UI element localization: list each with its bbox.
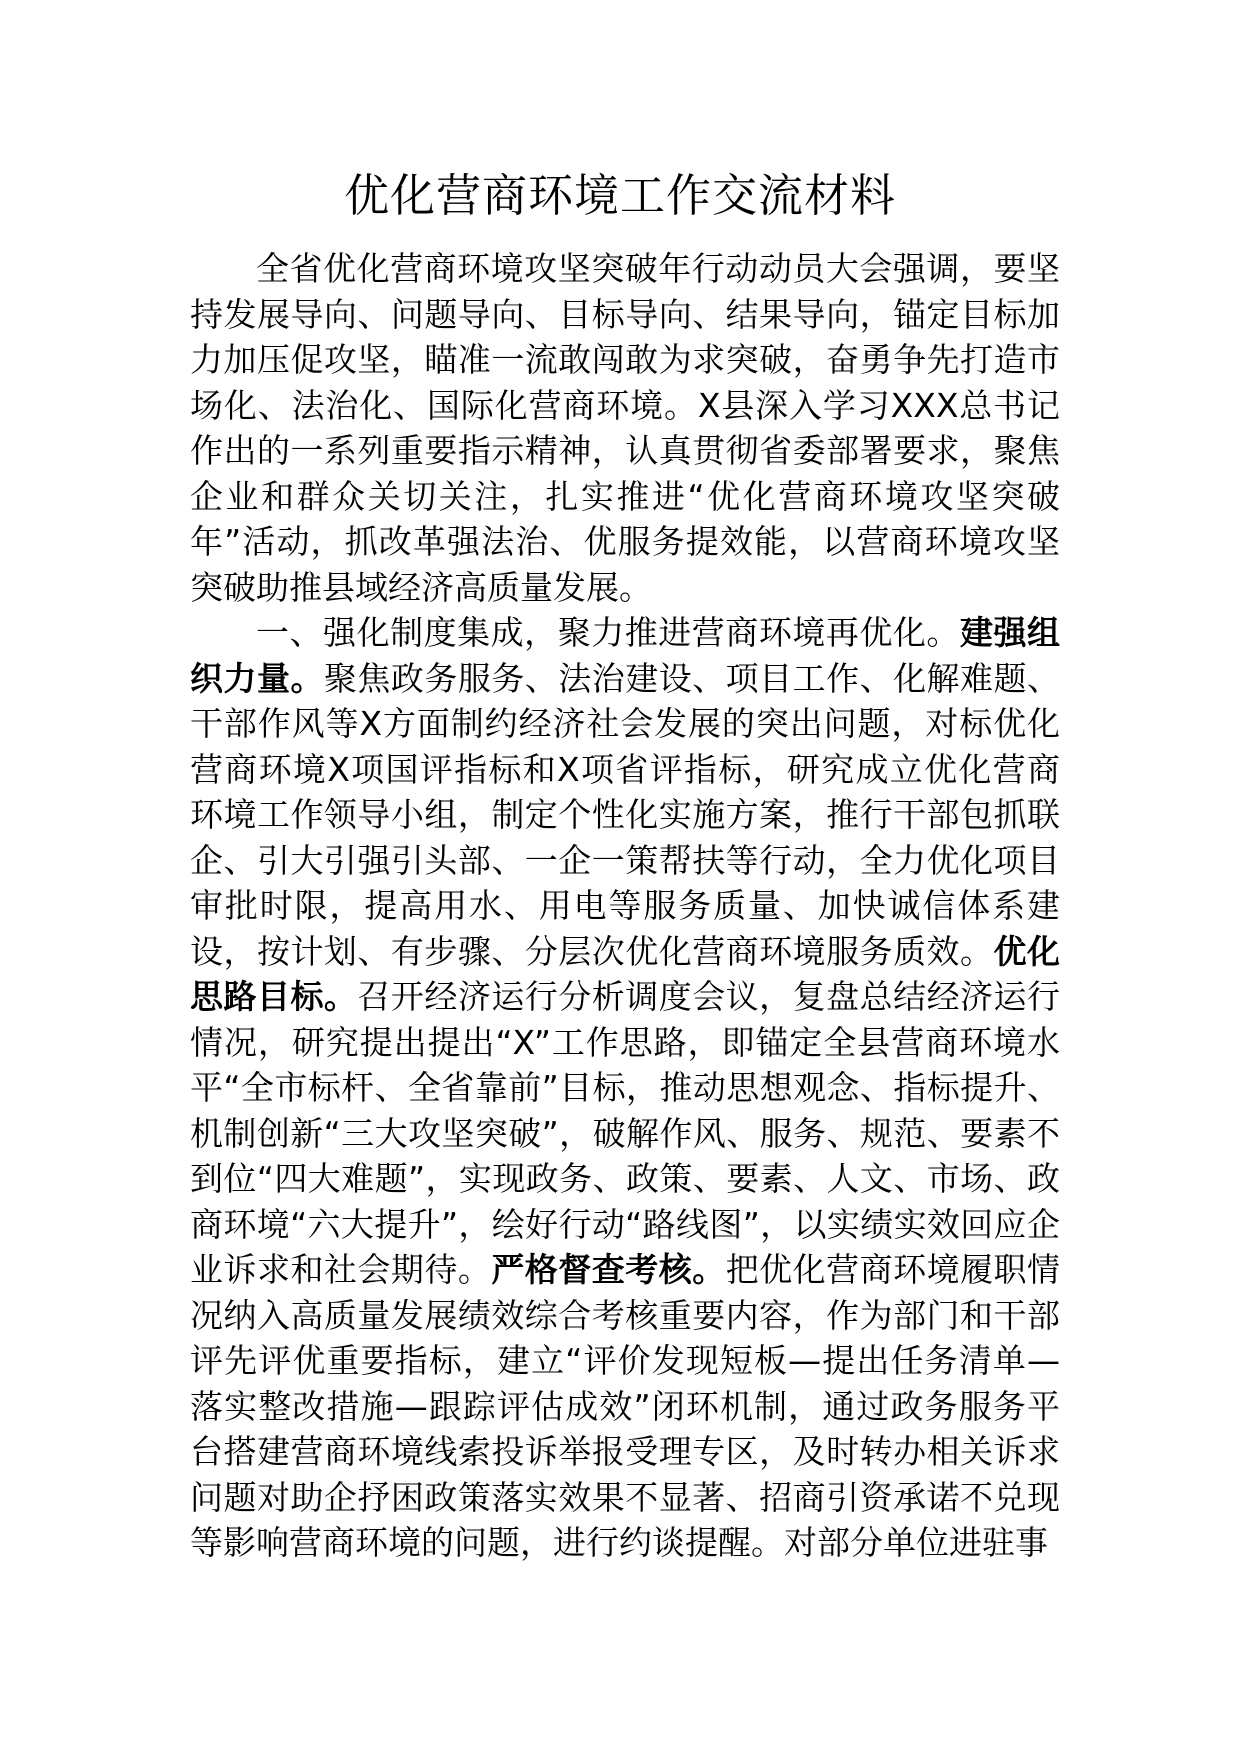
section-one-paragraph bbox=[190, 610, 1060, 1566]
document-title: 优化营商环境工作交流材料 bbox=[343, 169, 896, 222]
organization-text: 聚焦政务服务、法治建设、项目工作、化解难题、干部作风等X方面制约经济社会发展的突出问题，对标优化营商环境X项国评指标和X项省评指标，研究成立优化营商环境工作领导小组，制定个性化实施方案，推行干部包抓联企、引大引强引头部、一企一策帮扶等行动，全力优化项目审批时限，提高用水、用电等服务质量、加快诚信体系建设，按计划、有步骤、分层次优化营商环境服务质效。 bbox=[190, 658, 1061, 971]
strategy-text: 召开经济运行分析调度会议，复盘总结经济运行情况，研究提出提出“X”工作思路，即锚定全县营商环境水平“全市标杆、全省靠前”目标，推动思想观念、指标提升、机制创新“三大攻坚突破”，破解作风、服务、规范、要素不到位“四大难题”，实现政务、政策、要素、人文、市场、政商环境“六大提升”，绘好行动“路线图”，以实绩实效回应企业诉求和社会期待。 bbox=[190, 977, 1061, 1289]
keyword-supervision: 严格督查考核。 bbox=[491, 1250, 726, 1289]
document-body bbox=[190, 246, 1060, 1566]
keyword-organization: 建强组织力量。 bbox=[190, 613, 1061, 698]
section-one-heading: 一、强化制度集成，聚力推进营商环境再优化。 bbox=[256, 613, 960, 652]
intro-paragraph: 全省优化营商环境攻坚突破年行动动员大会强调，要坚持发展导向、问题导向、目标导向、结果导向，锚定目标加力加压促攻坚，瞄准一流敢闯敢为求突破，奋勇争先打造市场化、法治化、国际化营商环境。X县深入学习XXX总书记作出的一系列重要指示精神，认真贯彻省委部署要求，聚焦企业和群众关切关注，扎实推进“优化营商环境攻坚突破年”活动，抓改革强法治、优服务提效能，以营商环境攻坚突破助推县域经济高质量发展。 bbox=[190, 249, 1060, 607]
keyword-strategy: 优化思路目标。 bbox=[190, 931, 1061, 1016]
supervision-text: 把优化营商环境履职情况纳入高质量发展绩效综合考核重要内容，作为部门和干部评先评优重要指标，建立“评价发现短板—提出任务清单—落实整改措施—跟踪评估成效”闭环机制，通过政务服务平台搭建营商环境线索投诉举报受理专区，及时转办相关诉求问题对助企抒困政策落实效果不显著、招商引资承诺不兑现等影响营商环境的问题，进行约谈提醒。对部分单位进驻事 bbox=[190, 1250, 1061, 1562]
